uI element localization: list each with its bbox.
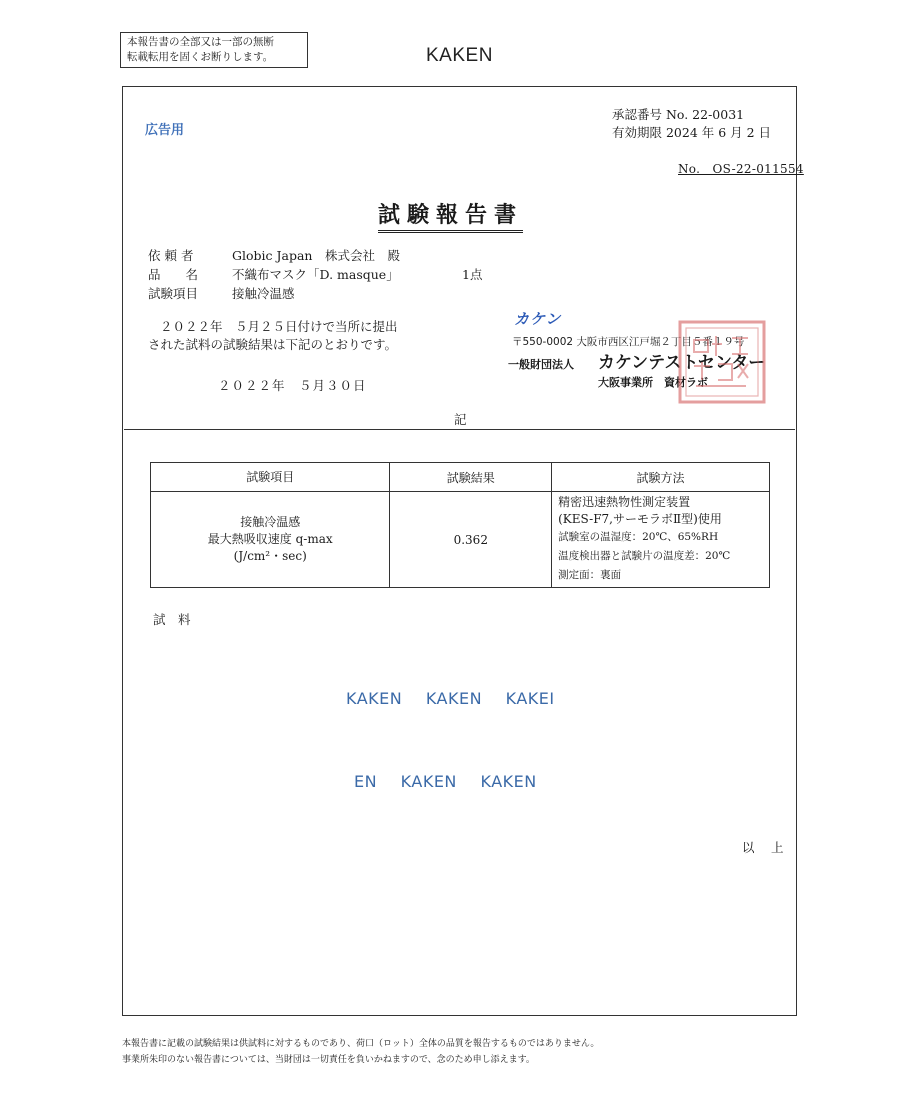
approval-block xyxy=(612,106,771,142)
ki-marker: 記 xyxy=(454,412,467,427)
cell-test-method xyxy=(552,492,770,588)
product-value: 不織布マスク「D. masque」 xyxy=(232,267,399,282)
test-item-line-1: 接触冷温感 xyxy=(240,515,301,529)
cell-test-item xyxy=(151,492,390,588)
client-label: 依 頼 者 xyxy=(148,248,194,263)
method-condition-3: 測定面：裏面 xyxy=(558,569,622,581)
test-item-label: 試験項目 xyxy=(148,286,199,301)
test-item-line-3: (J/cm²・sec) xyxy=(233,549,307,563)
brand-header: KAKEN xyxy=(426,45,493,66)
page-title: 試験報告書 xyxy=(378,198,523,233)
client-value: Globic Japan 株式会社 殿 xyxy=(232,248,400,263)
approval-number: 承認番号 No. 22-0031 xyxy=(612,107,745,122)
end-mark: 以 上 xyxy=(742,840,786,855)
product-label: 品 名 xyxy=(148,267,199,282)
issuer-branch: 大阪事業所 資材ラボ xyxy=(598,376,708,389)
kaken-logo: カケン xyxy=(514,310,562,328)
reproduction-notice xyxy=(120,32,308,68)
test-item-value: 接触冷温感 xyxy=(232,286,295,301)
header-test-method: 試験方法 xyxy=(552,463,770,492)
official-seal-stamp xyxy=(676,318,768,406)
intro-line-2: された試料の試験結果は下記のとおりです。 xyxy=(148,337,398,352)
notice-line-2: 転載転用を固くお断りします。 xyxy=(127,51,274,63)
issuer-org-type: 一般財団法人 xyxy=(508,358,574,371)
cell-result-value: 0.362 xyxy=(390,492,552,588)
test-item-line-2: 最大熱吸収速度 q-max xyxy=(207,532,333,546)
report-number: No. OS-22-011554 xyxy=(678,162,804,176)
section-divider xyxy=(124,429,795,430)
table-row xyxy=(151,492,770,588)
header-test-result: 試験結果 xyxy=(390,463,552,492)
issue-date: ２０２２年 ５月３０日 xyxy=(218,378,367,393)
issuer-org-name: カケンテストセンター xyxy=(598,353,766,373)
results-table xyxy=(150,462,770,588)
notice-line-1: 本報告書の全部又は一部の無断 xyxy=(127,36,274,48)
method-condition-2: 温度検出器と試験片の温度差：20℃ xyxy=(558,550,731,562)
header-test-item: 試験項目 xyxy=(151,463,390,492)
method-condition-1: 試験室の温湿度：20℃、65%RH xyxy=(558,531,719,543)
issuer-address: 〒550-0002 大阪市西区江戸堀２丁目５番１９号 xyxy=(512,336,745,348)
intro-paragraph xyxy=(148,318,398,354)
method-line-1: 精密迅速熱物性測定装置 xyxy=(558,495,691,509)
disclaimer-line-1: 本報告書に記載の試験結果は供試料に対するものであり、荷口（ロット）全体の品質を報告するものではありません。 xyxy=(122,1039,600,1049)
sample-label: 試 料 xyxy=(153,612,191,627)
disclaimer-line-2: 事業所朱印のない報告書については、当財団は一切責任を負いかねますので、念のため申し添えます。 xyxy=(122,1055,535,1065)
approval-expiry: 有効期限 2024 年 6 月 2 日 xyxy=(612,125,772,140)
sample-swatch-line-1: KAKEN KAKEN KAKEI xyxy=(346,689,555,708)
footer-disclaimer xyxy=(122,1036,599,1068)
ad-use-label: 広告用 xyxy=(145,123,185,138)
method-line-2: (KES-F7,サーモラボⅡ型)使用 xyxy=(558,512,722,526)
intro-line-1: ２０２２年 ５月２５日付けで当所に提出 xyxy=(160,319,398,334)
product-quantity: 1点 xyxy=(462,267,483,282)
sample-swatch-line-2: EN KAKEN KAKEN xyxy=(354,772,537,791)
table-header-row xyxy=(151,463,770,492)
